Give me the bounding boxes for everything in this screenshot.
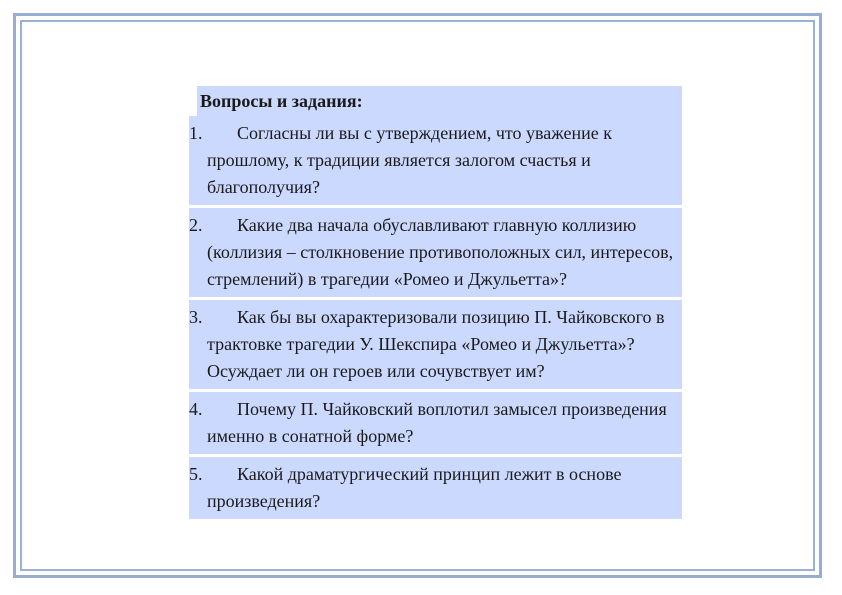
question-item-3 — [189, 300, 682, 389]
question-item-1 — [189, 116, 682, 205]
question-number: 2. — [189, 215, 203, 235]
question-number: 4. — [189, 399, 203, 419]
question-number: 1. — [189, 123, 203, 143]
question-text: Какие два начала обуславливают главную коллизию (коллизия – столкновение противоположных сил, интересов, стремлений) в трагедии «Ромео и Джульетта»? — [207, 215, 674, 289]
question-text: Как бы вы охарактеризовали позицию П. Чайковского в трактовке трагедии У. Шекспира «Ромео и Джульетта»? Осуждает ли он героев или сочувствует им? — [207, 307, 665, 381]
question-text: Почему П. Чайковский воплотил замысел произведения именно в сонатной форме? — [207, 399, 667, 446]
question-number: 3. — [189, 307, 203, 327]
question-text: Согласны ли вы с утверждением, что уважение к прошлому, к традиции является залогом счастья и благополучия? — [207, 123, 612, 197]
question-item-2 — [189, 208, 682, 297]
questions-card — [189, 86, 682, 535]
question-item-4 — [189, 392, 682, 454]
question-number: 5. — [189, 464, 203, 484]
question-text: Какой драматургический принцип лежит в основе произведения? — [207, 464, 622, 511]
questions-heading: Вопросы и задания: — [197, 86, 682, 116]
questions-list — [189, 116, 682, 522]
question-item-5 — [189, 457, 682, 519]
